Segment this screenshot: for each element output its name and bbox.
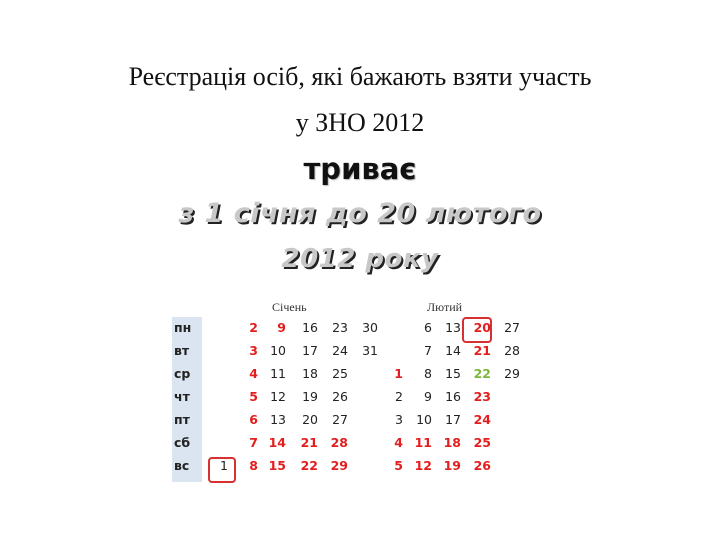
title-line-2: у ЗНО 2012 — [295, 108, 425, 137]
month-label-january: Січень — [272, 300, 307, 314]
calendar-day-january: 2 — [249, 320, 258, 335]
calendar-day-january: 12 — [270, 389, 286, 404]
calendar-day-january: 15 — [268, 458, 286, 473]
calendar-day-january: 4 — [249, 366, 258, 381]
calendar-day-february: 4 — [394, 435, 403, 450]
calendar-day-february: 14 — [445, 343, 461, 358]
calendar-day-february: 27 — [504, 320, 520, 335]
calendar-day-january: 25 — [332, 366, 348, 381]
calendar-day-february: 2 — [395, 389, 403, 404]
calendar-day-february: 9 — [424, 389, 432, 404]
weekday-label: ср — [174, 366, 191, 381]
calendar-day-january: 17 — [302, 343, 318, 358]
calendar-day-january: 19 — [302, 389, 318, 404]
calendar-day-february: 21 — [473, 343, 491, 358]
calendar-day-february: 6 — [424, 320, 432, 335]
weekday-label: чт — [174, 389, 190, 404]
calendar-day-february: 25 — [473, 435, 491, 450]
calendar-day-february: 7 — [424, 343, 432, 358]
weekday-label: пн — [174, 320, 192, 335]
calendar-day-january: 23 — [332, 320, 348, 335]
calendar-day-january: 18 — [302, 366, 318, 381]
calendar-day-january: 30 — [362, 320, 378, 335]
year-text: 2012 року — [281, 244, 439, 274]
calendar-day-january: 20 — [302, 412, 318, 427]
calendar-day-january: 3 — [249, 343, 258, 358]
calendar-day-february: 24 — [473, 412, 491, 427]
calendar-day-january: 11 — [270, 366, 286, 381]
date-range-text: з 1 січня до 20 лютого — [178, 198, 542, 229]
month-label-february: Лютий — [427, 300, 463, 314]
calendar-day-february: 1 — [394, 366, 403, 381]
calendar-day-january: 1 — [220, 458, 228, 473]
calendar-day-february: 20 — [473, 320, 491, 335]
weekday-label: вт — [174, 343, 190, 358]
calendar-day-january: 13 — [270, 412, 286, 427]
title-line-1: Реєстрація осіб, які бажають взяти участь — [128, 62, 592, 91]
calendar-day-january: 14 — [268, 435, 286, 450]
calendar-day-february: 3 — [395, 412, 403, 427]
calendar-day-february: 17 — [445, 412, 461, 427]
calendar-day-january: 16 — [302, 320, 318, 335]
calendar-day-january: 22 — [300, 458, 318, 473]
calendar-day-february: 15 — [445, 366, 461, 381]
calendar-day-january: 29 — [330, 458, 348, 473]
calendar-day-february: 13 — [445, 320, 461, 335]
weekday-label: пт — [174, 412, 190, 427]
calendar-day-february: 22 — [473, 366, 491, 381]
calendar-day-january: 10 — [270, 343, 286, 358]
calendar-day-january: 28 — [330, 435, 348, 450]
calendar-day-february: 19 — [443, 458, 461, 473]
calendar-day-january: 6 — [249, 412, 258, 427]
calendar-day-january: 31 — [362, 343, 378, 358]
calendar-day-february: 10 — [416, 412, 432, 427]
weekday-label: сб — [174, 435, 191, 450]
calendar-day-february: 8 — [424, 366, 432, 381]
calendar-day-february: 5 — [394, 458, 403, 473]
calendar-day-february: 12 — [414, 458, 432, 473]
calendar-day-february: 16 — [445, 389, 461, 404]
calendar-day-january: 24 — [332, 343, 348, 358]
calendar-day-january: 21 — [300, 435, 318, 450]
calendar-day-january: 7 — [249, 435, 258, 450]
calendar-day-january: 5 — [249, 389, 258, 404]
calendar-day-february: 23 — [473, 389, 491, 404]
calendar-day-february: 18 — [443, 435, 461, 450]
highlight-box-jan-1 — [208, 457, 236, 483]
calendar-day-january: 27 — [332, 412, 348, 427]
calendar-day-january: 8 — [249, 458, 258, 473]
calendar-day-january: 26 — [332, 389, 348, 404]
calendar-day-february: 26 — [473, 458, 491, 473]
calendar-day-january: 9 — [277, 320, 286, 335]
calendar-day-february: 28 — [504, 343, 520, 358]
calendar-day-february: 29 — [504, 366, 520, 381]
weekday-label: вс — [174, 458, 190, 473]
status-text: триває — [303, 152, 417, 186]
calendar-day-february: 11 — [414, 435, 432, 450]
highlight-box-feb-20 — [462, 317, 492, 343]
